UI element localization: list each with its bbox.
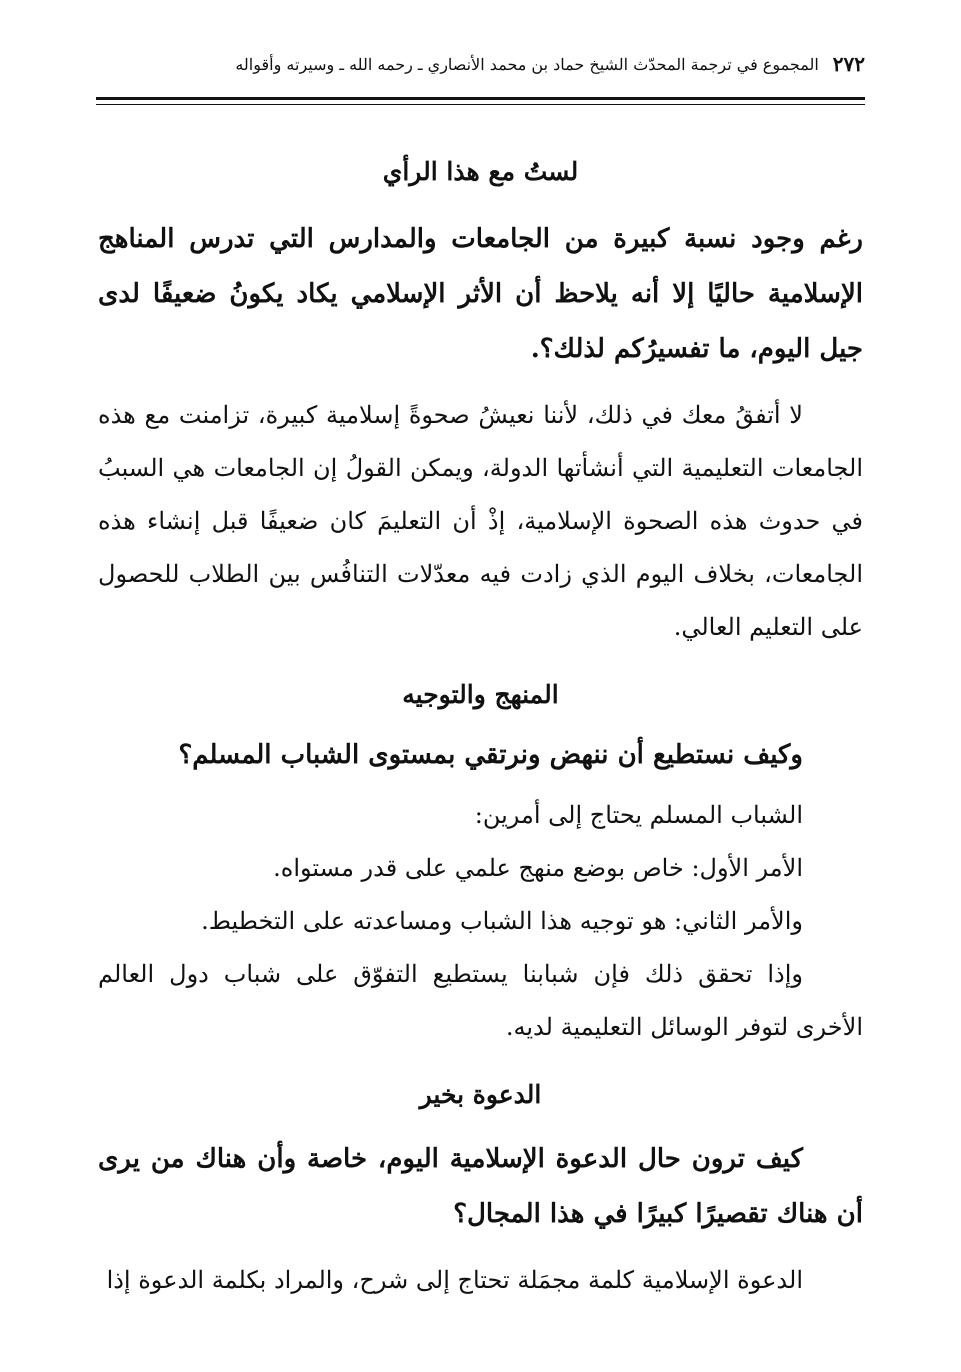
answer-paragraph: لا أتفقُ معك في ذلك، لأننا نعيشُ صحوةً إسلامية كبيرة، تزامنت مع هذه الجامعات التعليمية التي أنشأتها الدولة، ويمكن القولُ إن الجامعات هي السببُ في حدوث هذه الصحوة الإسلامية، إذْ أن التعليمَ كان ضعيفًا قبل إنشاء هذه الجامعات، بخلاف اليوم الذي زادت فيه معدّلات التنافُس بين الطلاب للحصول على التعليم العالي. <box>98 401 863 641</box>
answer-paragraph: الدعوة الإسلامية كلمة مجمَلة تحتاج إلى شرح، والمراد بكلمة الدعوة إذا <box>106 1266 803 1294</box>
answer-paragraph: وإذا تحقق ذلك فإن شبابنا يستطيع التفوّق على شباب دول العالم الأخرى لتوفر الوسائل التعليمية لديه. <box>98 960 863 1041</box>
section-title: لستُ مع هذا الرأي <box>382 157 579 186</box>
answer-paragraph: والأمر الثاني: هو توجيه هذا الشباب ومساعدته على التخطيط. <box>201 907 803 935</box>
running-header <box>96 44 865 84</box>
page-number: ٢٧٢ <box>832 52 865 76</box>
question-paragraph: كيف ترون حال الدعوة الإسلامية اليوم، خاصة وأن هناك من يرى أن هناك تقصيرًا كبيرًا في هذا المجال؟ <box>98 1144 863 1229</box>
question-paragraph: وكيف نستطيع أن ننهض ونرتقي بمستوى الشباب المسلم؟ <box>178 740 803 770</box>
section-title: المنهج والتوجيه <box>402 680 559 709</box>
section-title: الدعوة بخير <box>419 1080 542 1109</box>
question-paragraph: رغم وجود نسبة كبيرة من الجامعات والمدارس التي تدرس المناهج الإسلامية حاليًا إلا أنه يلاحظ أن الأثر الإسلامي يكاد يكونُ ضعيفًا لدى جيل اليوم، ما تفسيرُكم لذلك؟. <box>98 224 863 364</box>
answer-paragraph: الشباب المسلم يحتاج إلى أمرين: <box>474 801 803 829</box>
header-rule-thick <box>96 97 865 100</box>
page-content <box>98 128 863 1307</box>
header-rule-thin <box>96 104 865 105</box>
running-header-title: المجموع في ترجمة المحدّث الشيخ حماد بن محمد الأنصاري ـ رحمه الله ـ وسيرته وأقواله <box>235 54 819 74</box>
answer-paragraph: الأمر الأول: خاص بوضع منهج علمي على قدر مستواه. <box>273 854 803 882</box>
